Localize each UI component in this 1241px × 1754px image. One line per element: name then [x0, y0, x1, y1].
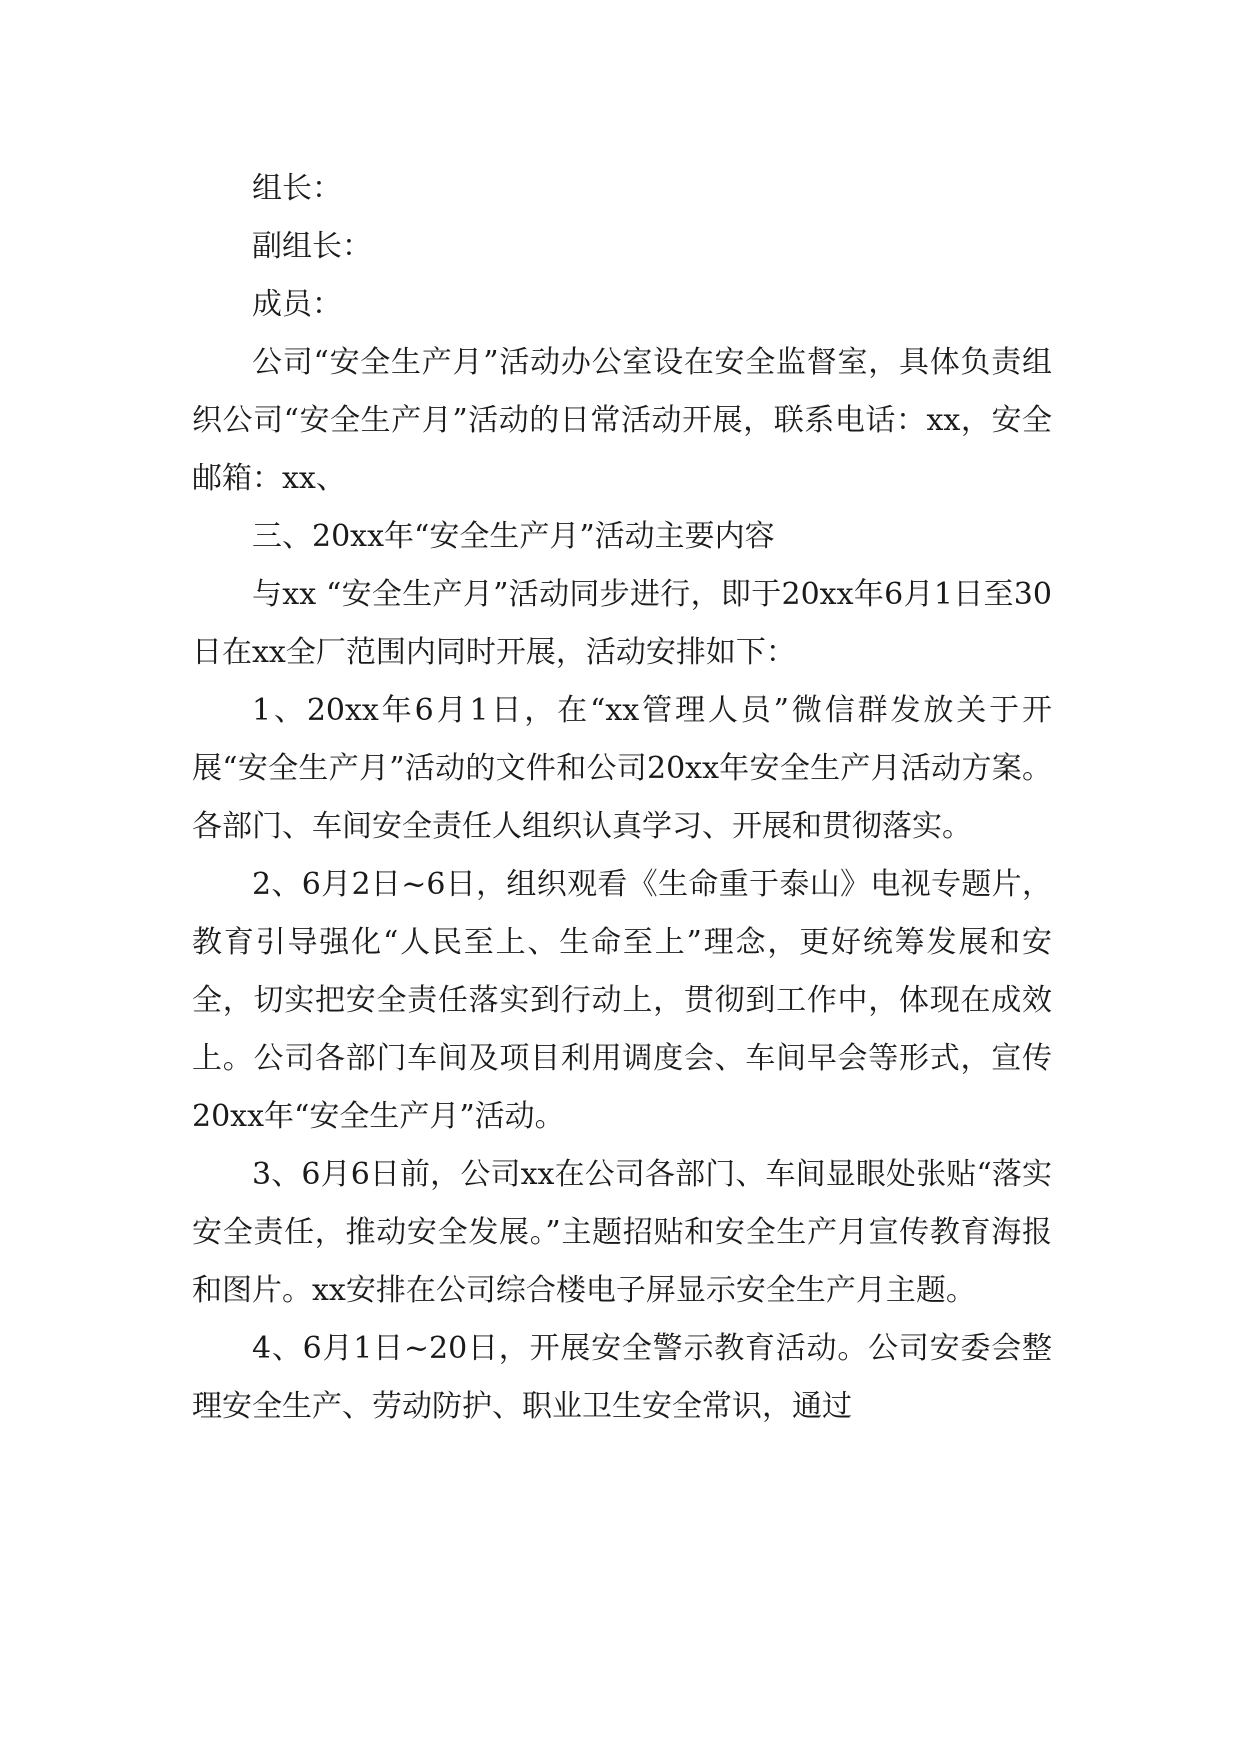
paragraph-item-2: 2、6月2日~6日，组织观看《生命重于泰山》电视专题片，教育引导强化“人民至上、生命至上”理念，更好统筹发展和安全，切实把安全责任落实到行动上，贯彻到工作中，体现在成效上。公司各部门车间及项目利用调度会、车间早会等形式，宣传20xx年“安全生产月”活动。	[192, 867, 1052, 1134]
paragraph-item-4: 4、6月1日~20日，开展安全警示教育活动。公司安委会整理安全生产、劳动防护、职业卫生安全常识，通过	[192, 1331, 1052, 1424]
section-heading-main-content: 三、20xx年“安全生产月”活动主要内容	[252, 519, 775, 554]
paragraph-office-info: 公司“安全生产月”活动办公室设在安全监督室，具体负责组织公司“安全生产月”活动的日常活动开展，联系电话：xx，安全邮箱：xx、	[192, 345, 1052, 496]
paragraph-members: 成员：	[252, 287, 342, 322]
paragraph-item-3: 3、6月6日前，公司xx在公司各部门、车间显眼处张贴“落实安全责任，推动安全发展。”主题招贴和安全生产月宣传教育海报和图片。xx安排在公司综合楼电子屏显示安全生产月主题。	[192, 1157, 1052, 1308]
paragraph-item-1: 1、20xx年6月1日，在“xx管理人员”微信群发放关于开展“安全生产月”活动的文件和公司20xx年安全生产月活动方案。各部门、车间安全责任人组织认真学习、开展和贯彻落实。	[192, 693, 1052, 844]
paragraph-team-leader: 组长：	[252, 171, 342, 206]
document-body	[192, 160, 1052, 1436]
paragraph-schedule-intro: 与xx “安全生产月”活动同步进行，即于20xx年6月1日至30日在xx全厂范围内同时开展，活动安排如下：	[192, 577, 1052, 670]
paragraph-deputy-leader: 副组长：	[252, 229, 372, 264]
